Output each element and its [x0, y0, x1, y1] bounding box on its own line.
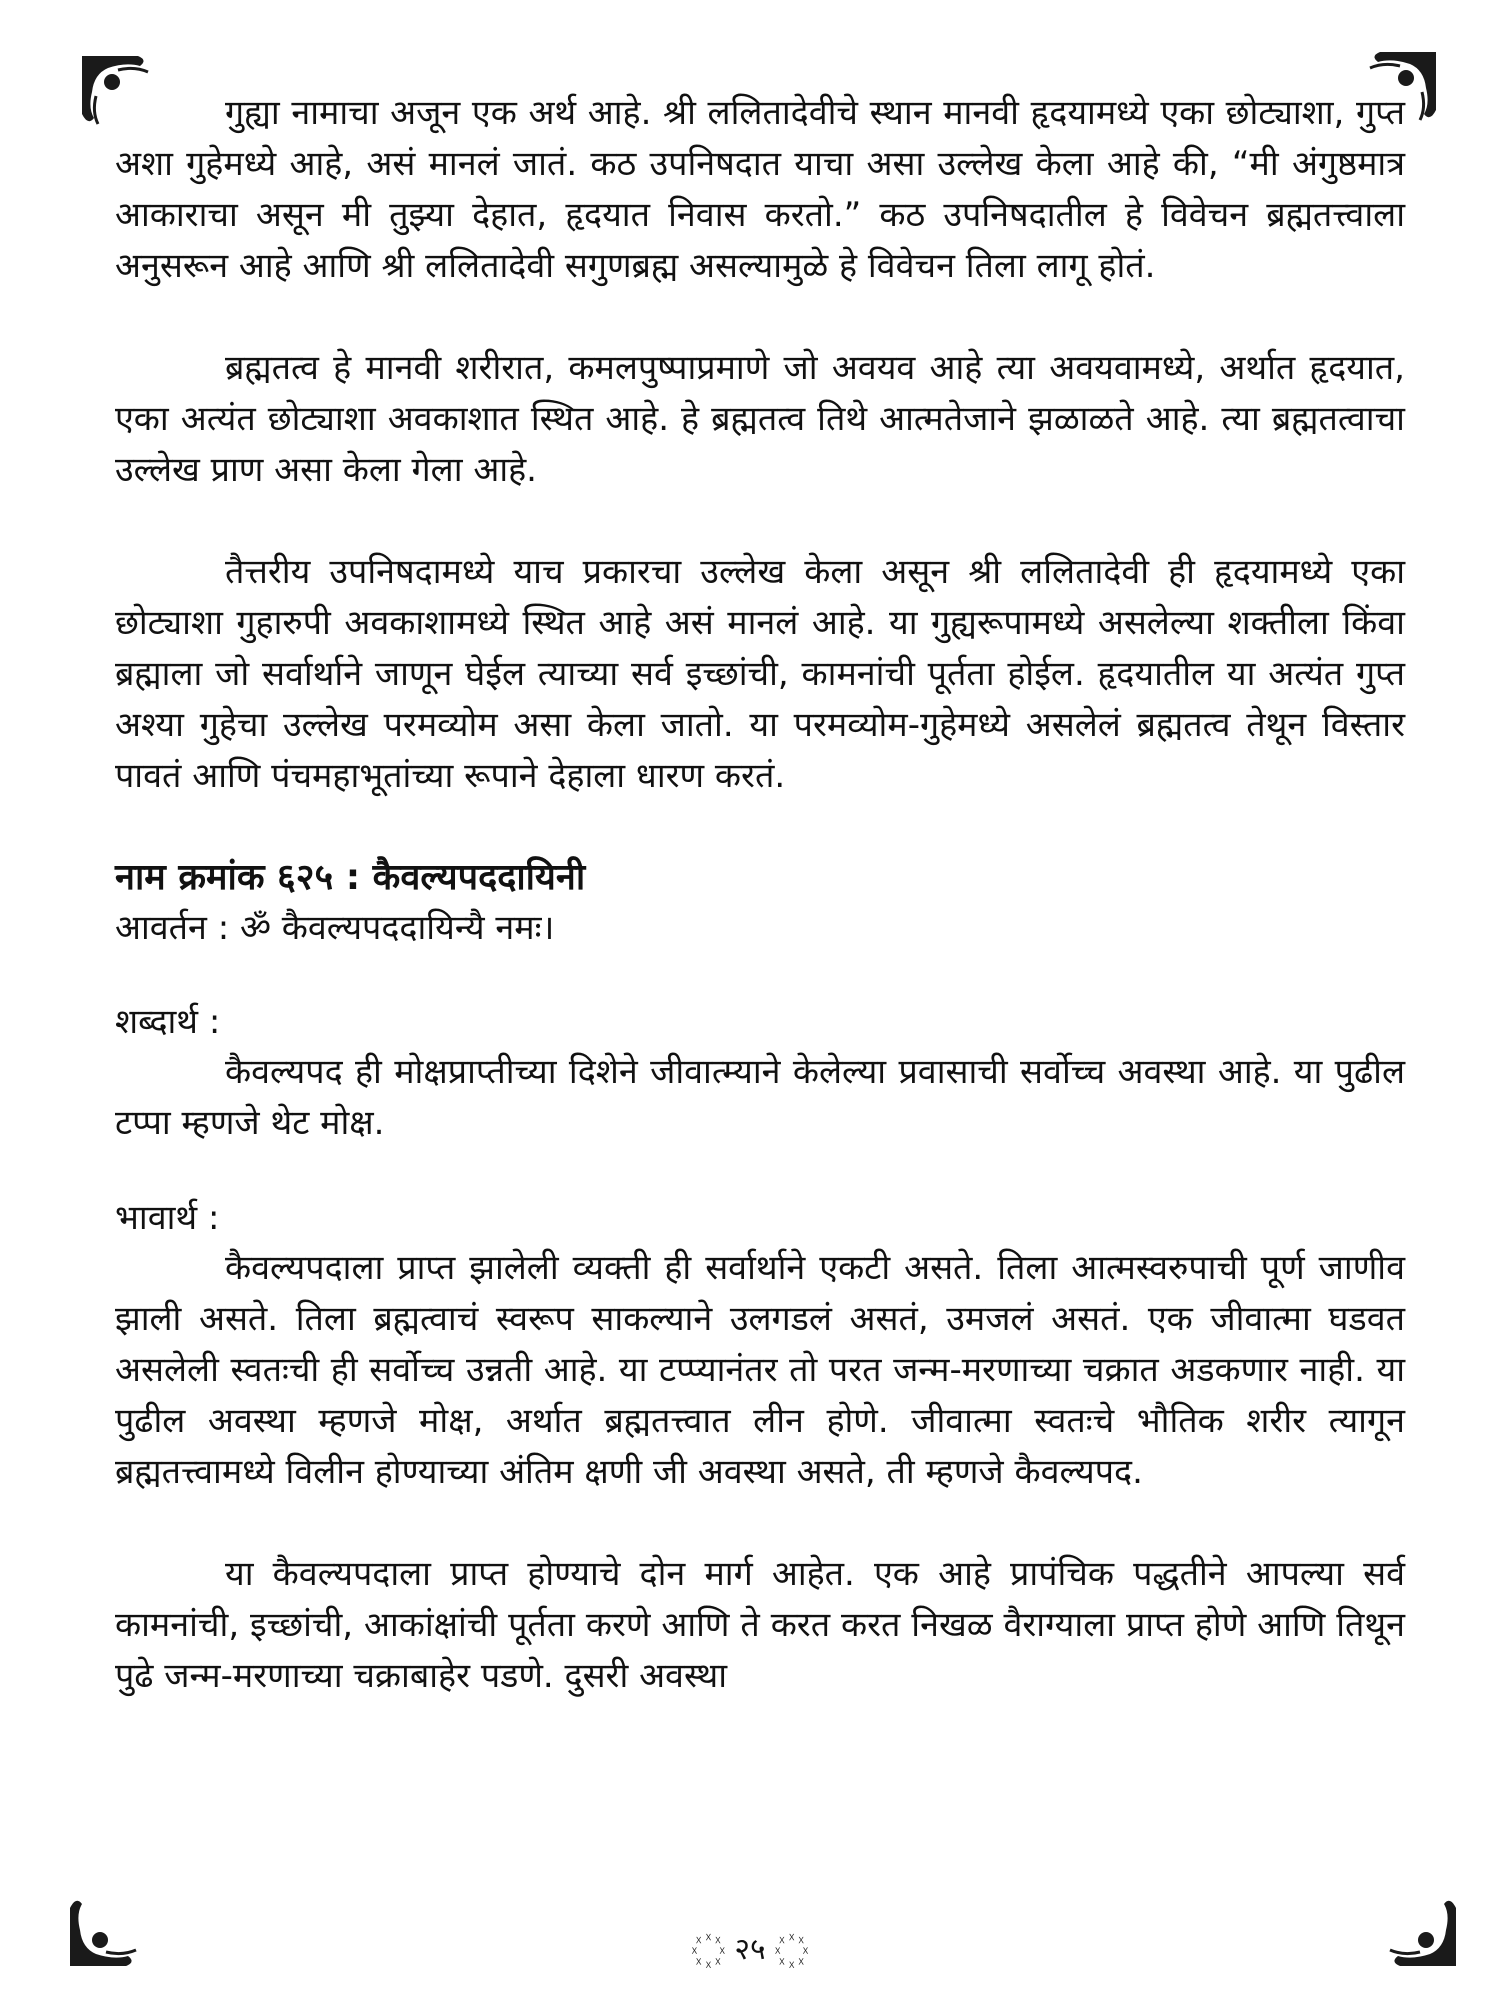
meaning-text: कैवल्यपदाला प्राप्त झालेली व्यक्ती ही सर्वार्थाने एकटी असते. तिला आत्मस्वरुपाची पूर्ण जाणीव झाली असते. तिला ब्रह्मत्वाचं स्वरूप साकल्याने उलगडलं असतं, उमजलं असतं. एक जीवात्मा घडवत असलेली स्वतःची ही सर्वोच्च उन्नती आहे. या टप्प्यानंतर तो परत जन्म-मरणाच्या चक्रात अडकणार नाही. या पुढील अवस्था म्हणजे मोक्ष, अर्थात ब्रह्मतत्त्वात लीन होणे. जीवात्मा स्वतःचे भौतिक शरीर त्यागून ब्रह्मतत्त्वामध्ये विलीन होण्याच्या अंतिम क्षणी जी अवस्था असते, ती म्हणजे कैवल्यपद. [115, 1248, 1405, 1492]
body-paragraph-2: ब्रह्मतत्व हे मानवी शरीरात, कमलपुष्पाप्रमाणे जो अवयव आहे त्या अवयवामध्ये, अर्थात हृदयात, एका अत्यंत छोट्याशा अवकाशात स्थित आहे. हे ब्रह्मतत्व तिथे आत्मतेजाने झळाळते आहे. त्या ब्रह्मतत्वाचा उल्लेख प्राण असा केला गेला आहे. [115, 348, 1405, 490]
paragraph-spacer [115, 292, 1405, 343]
word-meaning-text: कैवल्यपद ही मोक्षप्राप्तीच्या दिशेने जीवात्म्याने केलेल्या प्रवासाची सर्वोच्च अवस्था आहे. या पुढील टप्पा म्हणजे थेट मोक्ष. [115, 1052, 1405, 1143]
body-paragraph-1: गुह्या नामाचा अजून एक अर्थ आहे. श्री ललितादेवीचे स्थान मानवी हृदयामध्ये एका छोट्याशा, गुप्त अशा गुहेमध्ये आहे, असं मानलं जातं. कठ उपनिषदात याचा असा उल्लेख केला आहे की, “मी अंगुष्ठमात्र आकाराचा असून मी तुझ्या देहात, हृदयात निवास करतो.” कठ उपनिषदातील हे विवेचन ब्रह्मतत्त्वाला अनुसरून आहे आणि श्री ललितादेवी सगुणब्रह्म असल्यामुळे हे विवेचन तिला लागू होतं. [115, 93, 1405, 286]
page-content [115, 88, 1405, 1702]
body-paragraph-3: तैत्तरीय उपनिषदामध्ये याच प्रकारचा उल्लेख केला असून श्री ललितादेवी ही हृदयामध्ये एका छोट्याशा गुहारुपी अवकाशामध्ये स्थित आहे असं मानलं आहे. या गुह्यरूपामध्ये असलेल्या शक्तीला किंवा ब्रह्माला जो सर्वार्थाने जाणून घेईल त्याच्या सर्व इच्छांची, कामनांची पूर्तता होईल. हृदयातील या अत्यंत गुप्त अश्या गुहेचा उल्लेख परमव्योम असा केला जातो. या परमव्योम-गुहेमध्ये असलेलं ब्रह्मतत्व तेथून विस्तार पावतं आणि पंचमहाभूतांच्या रूपाने देहाला धारण करतं. [115, 552, 1405, 796]
paragraph-spacer [115, 1498, 1405, 1549]
name-heading: नाम क्रमांक ६२५ : कैवल्यपददायिनी [115, 857, 586, 898]
closing-paragraph: या कैवल्यपदाला प्राप्त होण्याचे दोन मार्ग आहेत. एक आहे प्रापंचिक पद्धतीने आपल्या सर्व कामनांची, इच्छांची, आकांक्षांची पूर्तता करणे आणि ते करत करत निखळ वैराग्याला प्राप्त होणे आणि तिथून पुढे जन्म-मरणाच्या चक्राबाहेर पडणे. दुसरी अवस्था [115, 1554, 1405, 1696]
section-spacer [115, 953, 1405, 997]
recitation-line: आवर्तन : ॐ कैवल्यपददायिन्यै नमः। [115, 908, 555, 948]
meaning-label: भावार्थ : [115, 1198, 220, 1238]
page-number: २५ [734, 1931, 766, 1967]
section-spacer [115, 1149, 1405, 1193]
paragraph-spacer [115, 802, 1405, 853]
word-meaning-label: शब्दार्थ : [115, 1002, 221, 1042]
paragraph-spacer [115, 496, 1405, 547]
page-footer [0, 1922, 1500, 1972]
